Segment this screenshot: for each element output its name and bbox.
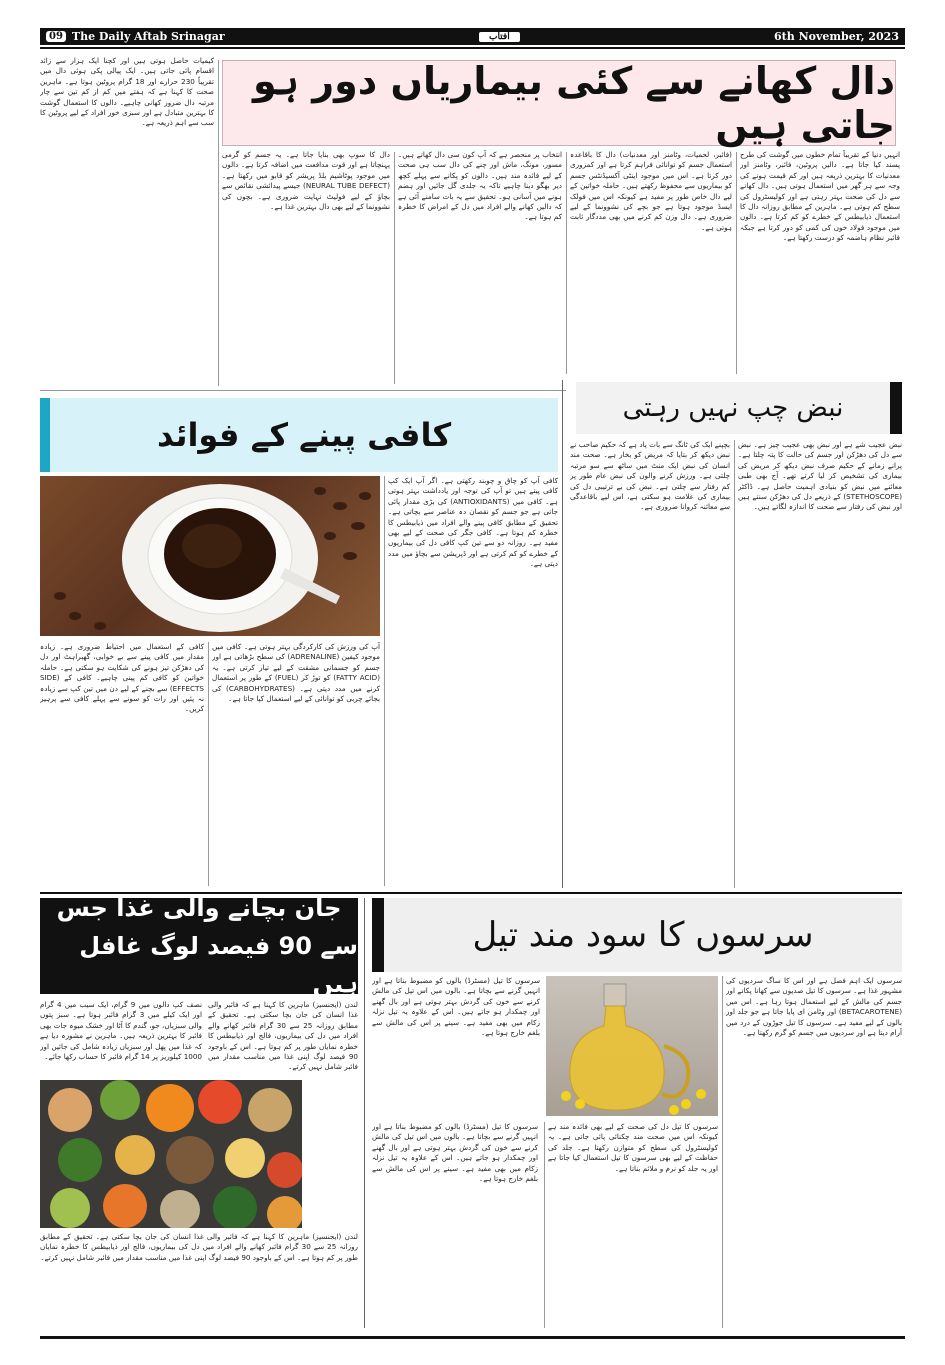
lentils-col-1-text: انہیں دنیا کے تقریباً تمام خطوں میں گوشت کی طرح پسند کیا جاتا ہے۔ دالیں پروٹین، فائبر، وٹامنز اور معدنیات کا بہترین ذریعہ ہیں اور کم قیمت ہونے کی وجہ سے ہر گھر میں استعمال ہوتی ہیں۔ دال کھانے سے دل کی صحت بہتر رہتی ہے اور کولیسٹرول کی سطح کم ہوتی ہے۔ ماہرین کے مطابق روزانہ دال کا استعمال ذیابیطس کے خطرے کو کم کرتا ہے۔ دالوں میں موجود فولاد خون کی کمی کو دور کرتا ہے جبکہ فائبر نظام ہاضمہ کو درست رکھتا ہے۔ <box>740 150 900 243</box>
lifesaving-col-2-text: نصف کپ دالوں میں 9 گرام، ایک سیب میں 4 گرام اور ایک کیلے میں 3 گرام فائبر ہوتا ہے۔ سبز پتوں والی سبزیاں، جو، گندم کا آٹا اور خشک میوہ جات بھی فائبر کا بہترین ذریعہ ہیں۔ ماہرین نے مشورہ دیا ہے کہ غذا میں پھل اور سبزیاں زیادہ شامل کی جائیں اور 1000 کیلوریز پر 14 گرام فائبر کا حساب رکھا جائے۔ <box>40 1000 202 1062</box>
coffee-col-2-text: آپ کی ورزش کی کارکردگی بہتر ہوتی ہے۔ کافی میں موجود کیفین (ADRENALINE) کی سطح بڑھاتی ہے اور جسم کو جسمانی مشقت کے لیے تیار کرتی ہے۔ یہ (FATTY ACID) کو توڑ کر (FUEL) کے طور پر استعمال کرنے میں مدد دیتی ہے۔ (CARBOHYDRATES) کی بجائے چربی کو توانائی کے لیے استعمال کیا جاتا ہے۔ <box>212 642 380 704</box>
mustard-col-4-text: سرسوں کا تیل (مسٹرڈ) بالوں کو مضبوط بناتا ہے اور انہیں گرنے سے بچاتا ہے۔ بالوں میں اس تیل کی مالش کرنے سے خون کی گردش بہتر ہوتی ہے اور بال گھنے اور چمکدار ہو جاتے ہیں۔ اس کے علاوہ یہ تیل نزلہ زکام میں بھی مفید ہے۔ سینے پر اس کی مالش سے بلغم خارج ہوتا ہے۔ <box>372 1122 538 1184</box>
lentils-col-3 <box>398 150 562 386</box>
mustard-col-3-text: سرسوں کا تیل دل کی صحت کے لیے بھی فائدہ مند ہے کیونکہ اس میں صحت مند چکنائی پائی جاتی ہے۔ یہ کولیسٹرول کی سطح کو متوازن رکھتا ہے۔ جلد کی حفاظت کے لیے بھی سرسوں کا تیل استعمال کیا جاتا ہے اور یہ جلد کو نرم و ملائم بناتا ہے۔ <box>548 1122 718 1173</box>
lentils-col-2-text: (فائبر، لحمیات، وٹامنز اور معدنیات) دال کا باقاعدہ استعمال جسم کو توانائی فراہم کرتا ہے اور کمزوری دور کرتا ہے۔ اس میں موجود اینٹی آکسیڈنٹس جسم کو بیماریوں سے محفوظ رکھتے ہیں۔ حاملہ خواتین کے لیے دال خاص طور پر مفید ہے کیونکہ اس میں فولک ایسڈ موجود ہوتا ہے جو بچے کی نشوونما کے لیے ضروری ہے۔ دال وزن کم کرنے میں بھی مددگار ثابت ہوتی ہے۔ <box>570 150 732 232</box>
vegetables-illustration <box>40 1080 302 1228</box>
divider <box>544 1122 545 1328</box>
divider <box>384 476 385 886</box>
lifesaving-col-3 <box>40 1232 358 1328</box>
mustard-col-1 <box>726 976 902 1328</box>
pulse-col-1-text: نبض عجیب شے ہے اور نبض بھی عجیب چیز ہے۔ نبض سے دل کی دھڑکن اور جسم کی حالت کا پتہ چلتا ہے۔ پرانے زمانے کے حکیم صرف نبض دیکھ کر مریض کی بیماری کی تشخیص کر لیا کرتے تھے۔ آج بھی طبی معائنے میں نبض کو بنیادی اہمیت حاصل ہے۔ ڈاکٹر (STETHOSCOPE) کے ذریعے دل کی دھڑکن سنتے ہیں اور نبض کی رفتار سے صحت کا اندازہ لگاتے ہیں۔ <box>738 440 902 512</box>
mustard-col-1-text: سرسوں ایک اہم فصل ہے اور اس کا ساگ سردیوں کی مشہور غذا ہے۔ سرسوں کا تیل صدیوں سے کھانا پکانے اور جسم کی مالش کے لیے استعمال ہوتا رہا ہے۔ اس میں (BETACAROTENE) اور وٹامن ای پایا جاتا ہے جو جلد اور بالوں کے لیے مفید ہے۔ سرسوں کا تیل جوڑوں کے درد میں آرام دیتا ہے اور سردیوں میں جسم کو گرم رکھتا ہے۔ <box>726 976 902 1038</box>
lifesaving-col-1 <box>208 1000 358 1076</box>
coffee-cup-image <box>40 476 380 636</box>
lifesaving-headline-box <box>40 894 358 998</box>
lentils-col-1 <box>740 150 900 378</box>
lifesaving-col-1-text: لندن (ایجنسیز) ماہرین کا کہنا ہے کہ فائبر والی غذا انسان کی جان بچا سکتی ہے۔ تحقیق کے مطابق روزانہ 25 سے 30 گرام فائبر کھانے والے افراد میں دل کی بیماریوں، فالج اور ذیابیطس کا خطرہ نمایاں طور پر کم ہوتا ہے۔ اس کے باوجود 90 فیصد لوگ اپنی غذا میں مناسب مقدار میں فائبر شامل نہیں کرتے۔ <box>208 1000 358 1072</box>
lifesaving-col-2 <box>40 1000 202 1078</box>
coffee-col-3 <box>40 642 204 886</box>
divider <box>218 60 219 386</box>
pulse-headline: نبض چپ نہیں رہتی <box>622 393 844 423</box>
divider <box>734 440 735 888</box>
divider <box>394 152 395 384</box>
divider <box>208 642 209 886</box>
coffee-col-3-text: کافی کے استعمال میں احتیاط ضروری ہے۔ زیادہ مقدار میں کافی پینے سے بے خوابی، گھبراہٹ اور دل کی دھڑکن تیز ہونے کی شکایت ہو سکتی ہے۔ حاملہ خواتین کو کافی کم پینی چاہیے۔ کافی کے (SIDE EFFECTS) سے بچنے کے لیے دن میں تین کپ سے زیادہ نہ پئیں اور رات کو سونے سے پہلے کافی سے پرہیز کریں۔ <box>40 642 204 714</box>
vegetables-image <box>40 1080 302 1228</box>
coffee-col-1-text: کافی آپ کو چاق و چوبند رکھتی ہے۔ اگر آپ ایک کپ کافی پیتے ہیں تو آپ کی توجہ اور یادداشت بہتر ہوتی ہے۔ کافی میں (ANTIOXIDANTS) کی بڑی مقدار پائی جاتی ہے جو جسم کو نقصان دہ عناصر سے بچاتی ہے۔ تحقیق کے مطابق کافی پینے والے افراد میں ذیابیطس کا خطرہ کم ہوتا ہے۔ کافی جگر کی صحت کے لیے بھی مفید ہے۔ روزانہ دو سے تین کپ کافی دل کی بیماریوں کے خطرے کو کم کرتی ہے اور ڈپریشن سے بچاؤ میں مدد دیتی ہے۔ <box>388 476 558 569</box>
pulse-headline-box <box>576 382 902 434</box>
mustard-col-3 <box>548 1122 718 1328</box>
oil-bottle-illustration <box>546 976 718 1116</box>
pulse-col-2-text: بچپنے ایک کی ٹانگ سے بات یاد ہے کہ حکیم صاحب نے نبض دیکھ کر بتایا کہ مریض کو بخار ہے۔ صحت مند انسان کی نبض ایک منٹ میں ساٹھ سے سو مرتبہ چلتی ہے۔ ورزش کرنے والوں کی نبض عام طور پر کم رفتار سے چلتی ہے۔ نبض کی بے ترتیبی دل کی بیماری کی علامت ہو سکتی ہے، اس لیے باقاعدگی سے معائنہ کروانا ضروری ہے۔ <box>570 440 730 512</box>
coffee-headline: کافی پینے کے فوائد <box>156 416 452 454</box>
lifesaving-headline-line1: جان بچانے والی غذا جس <box>56 894 342 922</box>
lentils-col-5 <box>40 56 214 386</box>
divider <box>562 380 563 888</box>
mustard-headline: سرسوں کا سود مند تیل <box>472 915 814 955</box>
mustard-col-2-text: سرسوں کا تیل (مسٹرڈ) بالوں کو مضبوط بناتا ہے اور انہیں گرنے سے بچاتا ہے۔ بالوں میں اس تیل کی مالش کرنے سے خون کی گردش بہتر ہوتی ہے اور بال گھنے اور چمکدار ہو جاتے ہیں۔ اس کے علاوہ یہ تیل نزلہ زکام میں بھی مفید ہے۔ سینے پر اس کی مالش سے بلغم خارج ہوتا ہے۔ <box>372 976 540 1038</box>
lentils-col-5-text: کیمیات حاصل ہوتی ہیں اور کچنا ایک ہزار سے زائد اقسام پائی جاتی ہیں۔ ایک پیالی پکی ہوئی دال میں تقریباً 230 حرارے اور 18 گرام پروٹین ہوتا ہے۔ ماہرین صحت کا کہنا ہے کہ ہفتے میں کم از کم تین سے چار مرتبہ دال ضرور کھانی چاہیے۔ دالوں کا استعمال گوشت کا بہترین متبادل ہے اور سبزی خور افراد کے لیے پروٹین کا سب سے اہم ذریعہ ہے۔ <box>40 56 214 128</box>
footer-rule <box>40 1336 905 1339</box>
coffee-col-1 <box>388 476 558 886</box>
divider <box>722 976 723 1328</box>
divider <box>364 898 365 1328</box>
issue-date: 6th November, 2023 <box>774 30 899 43</box>
lentils-col-4-text: دال کا سوپ بھی بنایا جاتا ہے۔ یہ جسم کو گرمی پہنچاتا ہے اور قوت مدافعت میں اضافہ کرتا ہے۔ دالوں میں موجود پوٹاشیم بلڈ پریشر کو قابو میں رکھتا ہے۔ (NEURAL TUBE DEFECT) جیسے پیدائشی نقائص سے بچاؤ کے لیے فولیٹ نہایت ضروری ہے۔ بچوں کی نشوونما کے لیے بھی دال بہترین غذا ہے۔ <box>222 150 390 212</box>
pulse-col-1 <box>738 440 902 888</box>
masthead: آفتاب <box>479 32 520 42</box>
divider <box>566 152 567 374</box>
lentils-col-2 <box>570 150 732 378</box>
lentils-col-3-text: انتخاب پر منحصر ہے کہ آپ کون سی دال کھاتے ہیں۔ مسور، مونگ، ماش اور چنے کی دال سب ہی صحت کے لیے فائدہ مند ہیں۔ دالوں کو پکانے سے پہلے کچھ دیر بھگو دینا چاہیے تاکہ یہ جلدی گل جائیں اور ہضم ہونے میں آسانی ہو۔ تحقیق سے یہ بات سامنے آئی ہے کہ دالیں کھانے والے افراد میں دل کے امراض کا خطرہ کم ہوتا ہے۔ <box>398 150 562 222</box>
section-rule <box>40 390 566 391</box>
coffee-cup-illustration <box>40 476 380 636</box>
page-number: 09 <box>46 31 66 42</box>
lentils-col-4 <box>222 150 390 386</box>
paper-name: The Daily Aftab Srinagar <box>71 30 225 43</box>
divider <box>736 152 737 374</box>
page-header <box>40 28 905 45</box>
pulse-col-2 <box>570 440 730 888</box>
mustard-headline-box <box>372 898 902 972</box>
mustard-oil-image <box>546 976 718 1116</box>
lifesaving-headline-line2: سے 90 فیصد لوگ غافل ہیں <box>79 932 358 998</box>
mustard-col-2 <box>372 976 540 1116</box>
lentils-headline: دال کھانے سے کئی بیماریاں دور ہو جاتی ہیں <box>252 59 895 147</box>
lentils-headline-box <box>222 60 896 146</box>
mustard-col-4 <box>372 1122 538 1328</box>
lifesaving-col-3-text: لندن (ایجنسیز) ماہرین کا کہنا ہے کہ فائبر والی غذا انسان کی جان بچا سکتی ہے۔ تحقیق کے مطابق روزانہ 25 سے 30 گرام فائبر کھانے والے افراد میں دل کی بیماریوں، فالج اور ذیابیطس کا خطرہ نمایاں طور پر کم ہوتا ہے۔ اس کے باوجود 90 فیصد لوگ اپنی غذا میں مناسب مقدار میں فائبر شامل نہیں کرتے۔ <box>40 1232 358 1262</box>
coffee-col-2 <box>212 642 380 886</box>
coffee-headline-box <box>40 398 558 472</box>
header-rule <box>40 47 905 49</box>
